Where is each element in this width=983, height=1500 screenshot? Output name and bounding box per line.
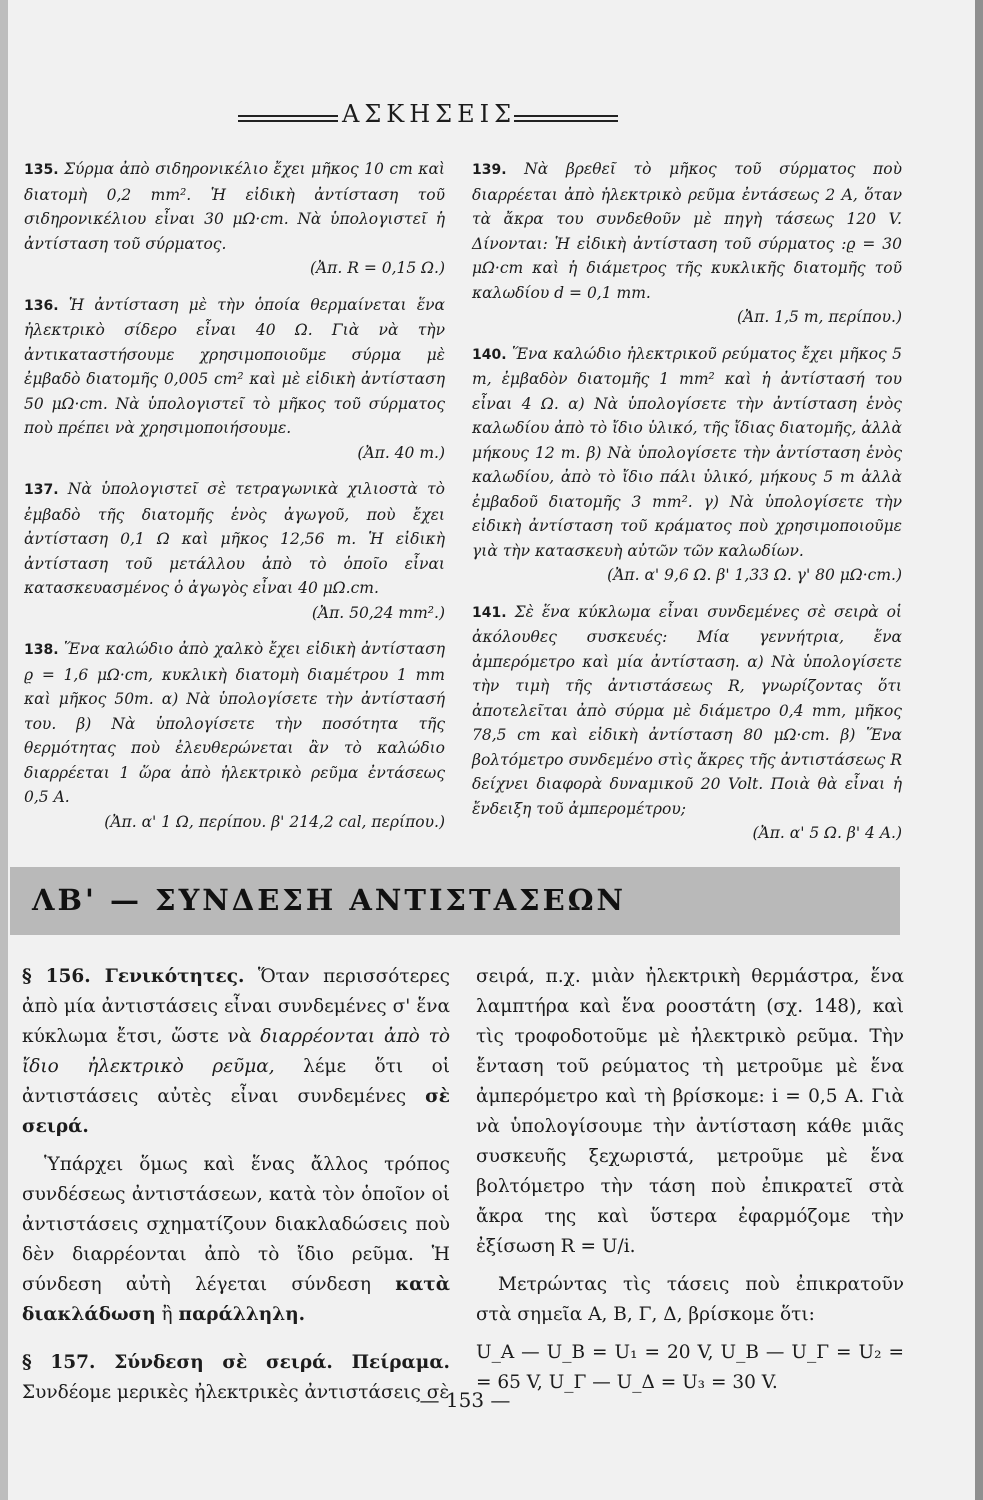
exercise-text: Νὰ βρεθεῖ τὸ μῆκος τοῦ σύρματος ποὺ διαρρέεται ἀπὸ ἠλεκτρικὸ ρεῦμα ἐντάσεως 2 A, ὅταν τὰ ἄκρα του συνδεθοῦν μὲ πηγὴ τάσεως 120 V. Δίνονται: Ἡ εἰδικὴ ἀντίσταση τοῦ σύρματος :ϱ = 30 μΩ·cm καὶ ἡ διάμετρος τῆς κυκλικῆς διατομῆς τοῦ καλωδίου d = 0,1 mm. [472, 160, 902, 302]
section-header [238, 98, 618, 138]
exercise-answer: (Ἀπ. α' 9,6 Ω. β' 1,33 Ω. γ' 80 μΩ·cm.) [607, 566, 902, 584]
body-left-column [22, 962, 450, 1416]
header-rule-right [514, 115, 618, 122]
section-156-p2-mid: ἢ [161, 1304, 173, 1325]
header-title: ΑΣΚΗΣΕΙΣ [342, 100, 517, 128]
binding-shadow [0, 0, 8, 1500]
section-157-text-right-2: Μετρώντας τὶς τάσεις ποὺ ἐπικρατοῦν στὰ σημεῖα A, B, Γ, Δ, βρίσκομε ὅτι: [476, 1274, 904, 1325]
exercise-answer: (Ἀπ. 40 m.) [357, 443, 445, 462]
exercise-number: 135. [24, 162, 59, 178]
exercises-right-column [472, 157, 902, 858]
exercise-text: Σὲ ἕνα κύκλωμα εἶναι συνδεμένες σὲ σειρὰ οἱ ἀκόλουθες συσκευές: Μία γεννήτρια, ἕνα ἀμπερόμετρο καὶ μία ἀντίσταση. α) Νὰ ὑπολογίσετε τὴν τιμὴ τῆς ἀντιστάσεως R, γνωρίζοντας ὅτι ἀποτελεῖται ἀπὸ σύρμα μὲ διάμετρο 0,4 mm, μῆκος 78,5 cm καὶ εἰδικὴ ἀντίσταση 80 μΩ·cm. β) Ἕνα βολτόμετρο συνδεμένο στὶς ἄκρες τῆς ἀντιστάσεως R δείχνει διαφορὰ δυναμικοῦ 20 Volt. Ποιὰ θὰ εἶναι ἡ ἔνδειξη τοῦ ἀμπερομέτρου; [472, 602, 902, 818]
page-edge [975, 0, 983, 1500]
exercise-text: Σύρμα ἀπὸ σιδηρονικέλιο ἔχει μῆκος 10 cm καὶ διατομὴ 0,2 mm². Ἡ εἰδικὴ ἀντίσταση τοῦ σιδηρονικέλιου εἶναι 30 μΩ·cm. Νὰ ὑπολογιστεῖ ἡ ἀντίσταση τοῦ σύρματος. [24, 160, 445, 253]
exercise-number: 136. [24, 297, 59, 314]
section-157-heading: § 157. Σύνδεση σὲ σειρά. Πείραμα. [22, 1352, 450, 1373]
exercise-135 [24, 157, 445, 281]
exercise-number: 141. [472, 604, 507, 621]
exercises-left-column [24, 157, 445, 846]
exercise-answer: (Ἀπ. 1,5 m, περίπου.) [736, 308, 902, 326]
section-156-paragraph-1 [22, 962, 450, 1142]
exercise-139 [472, 157, 902, 330]
body-right-column [476, 962, 904, 1406]
section-157-text-left: Συνδέομε μερικὲς ἠλεκτρικὲς ἀντιστάσεις σὲ [22, 1382, 450, 1403]
exercise-text: Νὰ ὑπολογιστεῖ σὲ τετραγωνικὰ χιλιοστὰ τὸ ἐμβαδὸ τῆς διατομῆς ἑνὸς ἀγωγοῦ, ποὺ ἔχει ἀντίσταση 0,1 Ω καὶ μῆκος 12,56 m. Ἡ εἰδικὴ ἀντίσταση τοῦ μετάλλου ἀπὸ τὸ ὁποῖο εἶναι κατασκευασμένος ὁ ἀγωγὸς εἶναι 40 μΩ.cm. [24, 480, 445, 597]
exercise-answer: (Ἀπ. α' 5 Ω. β' 4 A.) [752, 824, 902, 842]
section-156-heading: § 156. Γενικότητες. [22, 966, 245, 987]
exercise-text: Ἕνα καλώδιο ἀπὸ χαλκὸ ἔχει εἰδικὴ ἀντίσταση ϱ = 1,6 μΩ·cm, κυκλικὴ διατομὴ διαμέτρου 1 mm καὶ μῆκος 50m. α) Νὰ ὑπολογίσετε τὴν ἀντίστασή του. β) Νὰ ὑπολογίσετε τὴν ποσότητα τῆς θερμότητας ποὺ ἐλευθερώνεται ἂν τὸ καλώδιο διαρρέεται 1 ὥρα ἀπὸ ἠλεκτρικὸ ρεῦμα ἐντάσεως 0,5 A. [24, 640, 445, 806]
exercise-text: Ἕνα καλώδιο ἠλεκτρικοῦ ρεύματος ἔχει μῆκος 5 m, ἐμβαδὸν διατομῆς 1 mm² καὶ ἡ ἀντίστασή του εἶναι 4 Ω. α) Νὰ ὑπολογίσετε τὴν ἀντίσταση ἑνὸς καλωδίου ἀπὸ τὸ ἴδιο ὑλικό, τῆς ἴδιας διατομῆς, ἀλλὰ μήκους 12 m. β) Νὰ ὑπολογίσετε τὴν ἀντίσταση ἑνὸς καλωδίου, ἀπὸ τὸ ἴδιο πάλι ὑλικό, μήκους 5 m ἀλλὰ ἐμβαδοῦ διατομῆς 3 mm². γ) Νὰ ὑπολογίσετε τὴν εἰδικὴ ἀντίσταση τοῦ κράματος ποὺ χρησιμοποιοῦμε γιὰ τὴν κατασκευὴ αὐτῶν τῶν καλωδίων. [472, 344, 902, 560]
exercise-140 [472, 342, 902, 588]
chapter-band [10, 867, 900, 935]
section-156-p2-bold2: παράλληλη. [178, 1304, 306, 1325]
chapter-title: ΛΒ' — ΣΥΝΔΕΣΗ ΑΝΤΙΣΤΑΣΕΩΝ [32, 883, 627, 917]
section-156-p2-bold1: κατὰ διακλάδωση [22, 1274, 450, 1325]
exercise-answer: (Ἀπ. 50,24 mm².) [311, 603, 445, 622]
exercise-number: 140. [472, 346, 507, 363]
section-156-paragraph-2 [22, 1150, 450, 1330]
section-156-p2-text: Ὑπάρχει ὅμως καὶ ἕνας ἄλλος τρόπος συνδέσεως ἀντιστάσεων, κατὰ τὸν ὁποῖον οἱ ἀντιστάσεις σχηματίζουν διακλαδώσεις ποὺ δὲν διαρρέονται ἀπὸ τὸ ἴδιο ρεῦμα. Ἡ σύνδεση αὐτὴ λέγεται σύνδεση [22, 1154, 450, 1295]
section-156-text-a: Ὅταν περισσότερες ἀπὸ μία ἀντιστάσεις εἶναι συνδεμένες σ' ἕνα κύκλωμα ἔτσι, ὥστε νὰ [22, 966, 450, 1047]
section-156-text-b: λέμε ὅτι οἱ ἀντιστάσεις αὐτὲς εἶναι συνδεμένες [22, 1056, 450, 1107]
exercise-number: 139. [472, 162, 507, 178]
exercise-136 [24, 293, 445, 466]
section-156-bold: σὲ σειρά. [22, 1086, 450, 1137]
exercise-text: Ἡ ἀντίσταση μὲ τὴν ὁποία θερμαίνεται ἕνα ἠλεκτρικὸ σίδερο εἶναι 40 Ω. Γιὰ νὰ τὴν ἀντικαταστήσουμε χρησιμοποιοῦμε σύρμα μὲ ἐμβαδὸ διατομῆς 0,005 cm² καὶ μὲ εἰδικὴ ἀντίσταση 50 μΩ·cm. Νὰ ὑπολογιστεῖ τὸ μῆκος τοῦ σύρματος ποὺ πρέπει νὰ χρησιμοποιήσουμε. [24, 295, 445, 437]
exercise-137 [24, 477, 445, 625]
exercise-number: 137. [24, 482, 59, 498]
section-156-italic: διαρρέονται ἀπὸ τὸ ἴδιο ἠλεκτρικὸ ρεῦμα, [22, 1026, 450, 1077]
exercise-answer: (Ἀπ. R = 0,15 Ω.) [309, 259, 445, 277]
section-157-text-right-1: σειρά, π.χ. μιὰν ἠλεκτρικὴ θερμάστρα, ἕνα λαμπτήρα καὶ ἕνα ροοστάτη (σχ. 148), καὶ τὶς τροφοδοτοῦμε μὲ ἠλεκτρικὸ ρεῦμα. Τὴν ἔνταση τοῦ ρεύματος τὴ μετροῦμε μὲ ἕνα ἀμπερόμετρο καὶ τὴ βρίσκομε: i = 0,5 A. Γιὰ νὰ ὑπολογίσουμε τὴν ἀντίσταση κάθε μιᾶς συσκευῆς ξεχωριστά, μετροῦμε μὲ ἕνα βολτόμετρο τὴν τάση ποὺ ἐπικρατεῖ στὰ ἄκρα της καὶ ὕστερα ἐφαρμόζομε τὴν ἐξίσωση R = U/i. [476, 966, 904, 1257]
section-157-equations: U_A — U_B = U₁ = 20 V, U_B — U_Γ = U₂ = = 65 V, U_Γ — U_Δ = U₃ = 30 V. [476, 1342, 904, 1393]
exercise-141 [472, 600, 902, 846]
page-number: — 153 — [419, 1388, 511, 1412]
exercise-number: 138. [24, 642, 59, 658]
exercise-138 [24, 637, 445, 834]
header-rule-left [238, 115, 338, 122]
exercise-answer: (Ἀπ. α' 1 Ω, περίπου. β' 214,2 cal, περίπου.) [104, 812, 445, 831]
section-157-paragraph [22, 1348, 450, 1408]
